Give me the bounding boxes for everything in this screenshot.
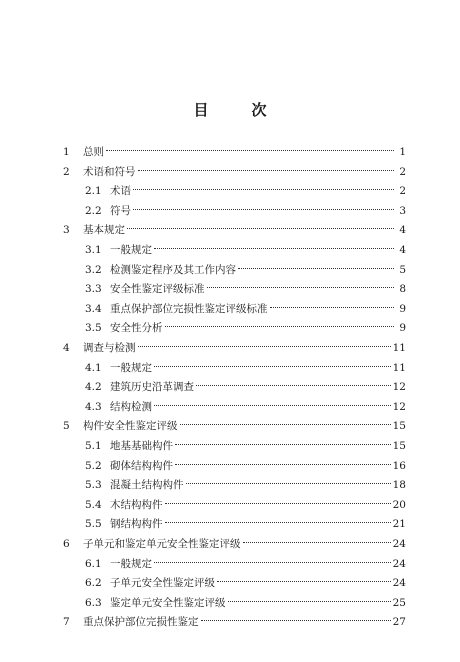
toc-text: 总则 — [83, 146, 104, 158]
toc-leader-dots — [217, 570, 391, 586]
toc-text: 术语和符号 — [83, 165, 136, 178]
toc-page-number: 25 — [392, 596, 406, 609]
toc-number: 5.5 — [85, 518, 102, 531]
toc-page-number: 4 — [399, 224, 406, 237]
toc-text: 子单元和鉴定单元安全性鉴定评级 — [83, 538, 241, 550]
toc-entry-4-2[interactable] — [85, 374, 406, 394]
toc-number: 3.5 — [85, 322, 102, 335]
toc-leader-dots — [165, 511, 391, 527]
toc-number: 6.2 — [85, 577, 102, 590]
toc-text: 混凝土结构构件 — [110, 479, 184, 492]
toc-number: 7 — [63, 616, 70, 629]
toc-text: 符号 — [110, 204, 131, 217]
toc-text: 基本规定 — [83, 224, 125, 237]
toc-entry-7[interactable] — [63, 609, 406, 629]
toc-page-number: 9 — [399, 322, 406, 335]
toc-page-number: 9 — [399, 302, 406, 315]
toc-leader-dots — [238, 257, 394, 273]
toc-entry-4[interactable] — [63, 335, 406, 354]
toc-leader-dots — [138, 159, 395, 175]
toc-page-number: 12 — [392, 400, 406, 413]
toc-number: 6 — [63, 538, 70, 550]
toc-text: 一般规定 — [110, 244, 152, 256]
toc-number: 6.1 — [85, 557, 102, 570]
toc-entry-3-4[interactable] — [85, 296, 406, 315]
toc-number: 3.2 — [85, 263, 102, 276]
toc-text: 安全性鉴定评级标准 — [110, 283, 205, 296]
toc-leader-dots — [154, 551, 391, 567]
toc-page-number: 16 — [392, 459, 406, 472]
toc-text: 钢结构构件 — [110, 518, 163, 531]
toc-text: 木结构构件 — [110, 498, 163, 511]
toc-number: 4.3 — [85, 400, 102, 413]
toc-page-number: 5 — [399, 263, 406, 276]
toc-number: 2.1 — [85, 185, 102, 198]
toc-entry-5-4[interactable] — [85, 492, 406, 511]
toc-leader-dots — [165, 492, 391, 508]
toc-leader-dots — [106, 139, 394, 155]
toc-text: 建筑历史沿革调查 — [110, 381, 194, 394]
toc-text: 调查与检测 — [83, 342, 136, 354]
page-title: 目 次 — [193, 101, 281, 119]
toc-entry-3-5[interactable] — [85, 315, 406, 335]
toc-entry-1[interactable] — [63, 139, 406, 158]
toc-page-number: 3 — [399, 204, 406, 217]
toc-number: 1 — [63, 146, 70, 158]
toc-entry-2-1[interactable] — [85, 178, 406, 198]
toc-page-number: 1 — [399, 146, 406, 158]
toc-leader-dots — [133, 198, 394, 214]
toc-leader-dots — [175, 453, 391, 469]
toc-page-number: 24 — [392, 577, 406, 590]
toc-entry-5[interactable] — [63, 413, 406, 433]
toc-text: 砌体结构构件 — [110, 459, 173, 472]
toc-number: 5.1 — [85, 440, 102, 452]
toc-leader-dots — [243, 531, 391, 547]
toc-leader-dots — [154, 394, 391, 410]
toc-leader-dots — [127, 217, 394, 233]
toc-leader-dots — [133, 178, 394, 194]
toc-text: 术语 — [110, 185, 131, 198]
toc-leader-dots — [228, 590, 391, 606]
toc-number: 6.3 — [85, 596, 102, 609]
toc-text: 子单元安全性鉴定评级 — [110, 577, 215, 590]
toc-page-number: 15 — [392, 420, 406, 433]
toc-entry-5-1[interactable] — [85, 433, 406, 452]
toc-page-number: 4 — [399, 244, 406, 256]
toc-number: 2 — [63, 165, 70, 178]
toc-entry-5-5[interactable] — [85, 511, 406, 531]
toc-page-number: 12 — [392, 381, 406, 394]
toc-text: 地基基础构件 — [110, 440, 173, 452]
toc-page-number: 15 — [392, 440, 406, 452]
toc-page-number: 24 — [392, 557, 406, 570]
toc-text: 检测鉴定程序及其工作内容 — [110, 263, 236, 276]
toc-text: 一般规定 — [110, 361, 152, 374]
toc-number: 3.3 — [85, 283, 102, 296]
toc-entry-4-3[interactable] — [85, 394, 406, 413]
toc-text: 一般规定 — [110, 557, 152, 570]
toc-entry-5-2[interactable] — [85, 453, 406, 472]
toc-leader-dots — [165, 315, 395, 331]
toc-page-number: 27 — [392, 616, 406, 629]
toc-number: 4.1 — [85, 361, 102, 374]
toc-page-number: 2 — [399, 165, 406, 178]
toc-page-number: 18 — [392, 479, 406, 492]
toc-text: 鉴定单元安全性鉴定评级 — [110, 596, 226, 609]
toc-page-number: 2 — [399, 185, 406, 198]
toc-number: 5.2 — [85, 459, 102, 472]
toc-entry-6-2[interactable] — [85, 570, 406, 590]
toc-number: 3.4 — [85, 302, 102, 315]
toc-entry-3-1[interactable] — [85, 237, 406, 256]
toc-entry-6[interactable] — [63, 531, 406, 550]
toc-leader-dots — [154, 355, 391, 371]
toc-leader-dots — [196, 374, 391, 390]
toc-leader-dots — [186, 472, 391, 488]
toc-entry-5-3[interactable] — [85, 472, 406, 492]
toc-entry-3-3[interactable] — [85, 276, 406, 296]
toc-number: 5.4 — [85, 498, 102, 511]
toc-leader-dots — [180, 413, 391, 429]
toc-entry-2[interactable] — [63, 159, 406, 178]
toc-entry-3[interactable] — [63, 217, 406, 237]
toc-entry-4-1[interactable] — [85, 355, 406, 374]
toc-entry-6-1[interactable] — [85, 551, 406, 570]
toc-number: 5 — [63, 420, 70, 433]
toc-leader-dots — [207, 276, 395, 292]
toc-number: 3 — [63, 224, 70, 237]
toc-leader-dots — [270, 296, 395, 312]
toc-text: 结构检测 — [110, 400, 152, 413]
toc-page-number: 8 — [399, 283, 406, 296]
toc-number: 3.1 — [85, 244, 102, 256]
toc-number: 2.2 — [85, 204, 102, 217]
toc-number: 5.3 — [85, 479, 102, 492]
toc-text: 安全性分析 — [110, 322, 163, 335]
toc-text: 构件安全性鉴定评级 — [83, 420, 178, 433]
toc-page-number: 21 — [392, 518, 406, 531]
toc-leader-dots — [201, 609, 391, 625]
toc-page-number: 11 — [392, 342, 406, 354]
toc-page-number: 24 — [392, 538, 406, 550]
toc-entry-3-2[interactable] — [85, 257, 406, 276]
toc-entry-6-3[interactable] — [85, 590, 406, 609]
toc-page-number: 11 — [392, 361, 406, 374]
toc-leader-dots — [154, 237, 394, 253]
toc-number: 4 — [63, 342, 70, 354]
toc-number: 4.2 — [85, 381, 102, 394]
toc-text: 重点保护部位完损性鉴定评级标准 — [110, 302, 268, 315]
toc-leader-dots — [138, 335, 391, 351]
toc-page-number: 20 — [392, 498, 406, 511]
toc-text: 重点保护部位完损性鉴定 — [83, 616, 199, 629]
toc-entry-2-2[interactable] — [85, 198, 406, 217]
toc-leader-dots — [175, 433, 391, 449]
